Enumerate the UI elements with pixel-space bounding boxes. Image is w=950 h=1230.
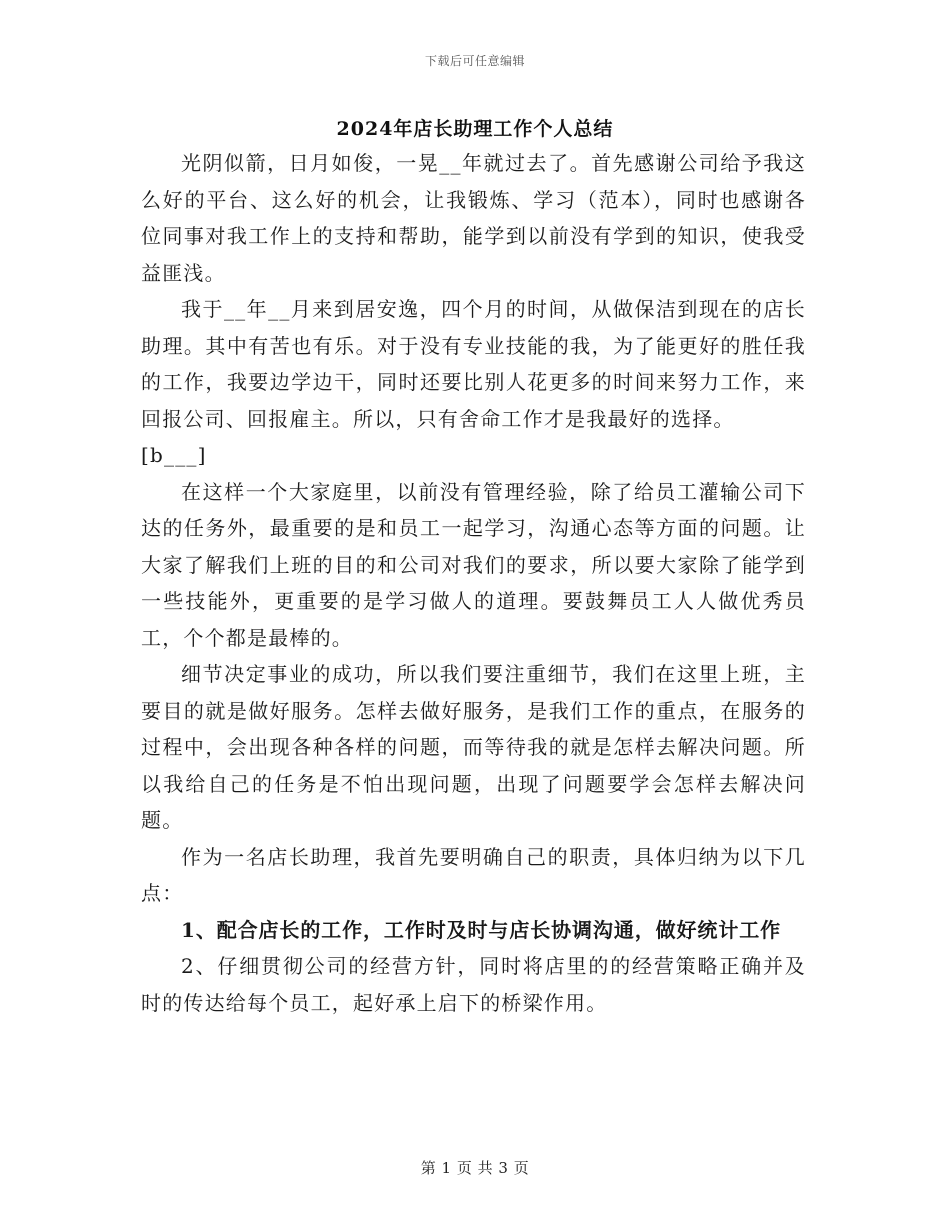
document-title: 2024年店长助理工作个人总结: [336, 118, 614, 140]
paragraph-duties-intro: 作为一名店长助理，我首先要明确自己的职责，具体归纳为以下几点：: [141, 844, 806, 905]
paragraph-experience: 我于__年__月来到居安逸，四个月的时间，从做保洁到现在的店长助理。其中有苦也有乐。对于没有专业技能的我，为了能更好的胜任我的工作，我要边学边干，同时还要比别人花更多的时间来努力工作，来回报公司、回报雇主。所以，只有舍命工作才是我最好的选择。: [141, 297, 806, 431]
paragraph-team: 在这样一个大家庭里，以前没有管理经验，除了给员工灌输公司下达的任务外，最重要的是和员工一起学习，沟通心态等方面的问题。让大家了解我们上班的目的和公司对我们的要求，所以要大家除了能学到一些技能外，更重要的是学习做人的道理。要鼓舞员工人人做优秀员工，个个都是最棒的。: [141, 479, 806, 650]
document-body: [141, 145, 806, 1021]
paragraph-details: 细节决定事业的成功，所以我们要注重细节，我们在这里上班，主要目的就是做好服务。怎样去做好服务，是我们工作的重点，在服务的过程中，会出现各种各样的问题，而等待我的就是怎样去解决问题。所以我给自己的任务是不怕出现问题，出现了问题要学会怎样去解决问题。: [141, 662, 806, 832]
duty-item-2: 2、仔细贯彻公司的经营方针，同时将店里的的经营策略正确并及时的传达给每个员工，起好承上启下的桥梁作用。: [141, 954, 806, 1015]
paragraph-placeholder: [b___]: [141, 443, 207, 467]
duty-item-1: 1、配合店长的工作，工作时及时与店长协调沟通，做好统计工作: [181, 917, 782, 942]
page-number-footer: 第 1 页 共 3 页: [420, 1159, 530, 1177]
header-note: 下载后可任意编辑: [424, 54, 525, 68]
paragraph-intro: 光阴似箭，日月如俊，一晃__年就过去了。首先感谢公司给予我这么好的平台、这么好的机会，让我锻炼、学习（范本），同时也感谢各位同事对我工作上的支持和帮助，能学到以前没有学到的知识，使我受益匪浅。: [141, 151, 806, 285]
